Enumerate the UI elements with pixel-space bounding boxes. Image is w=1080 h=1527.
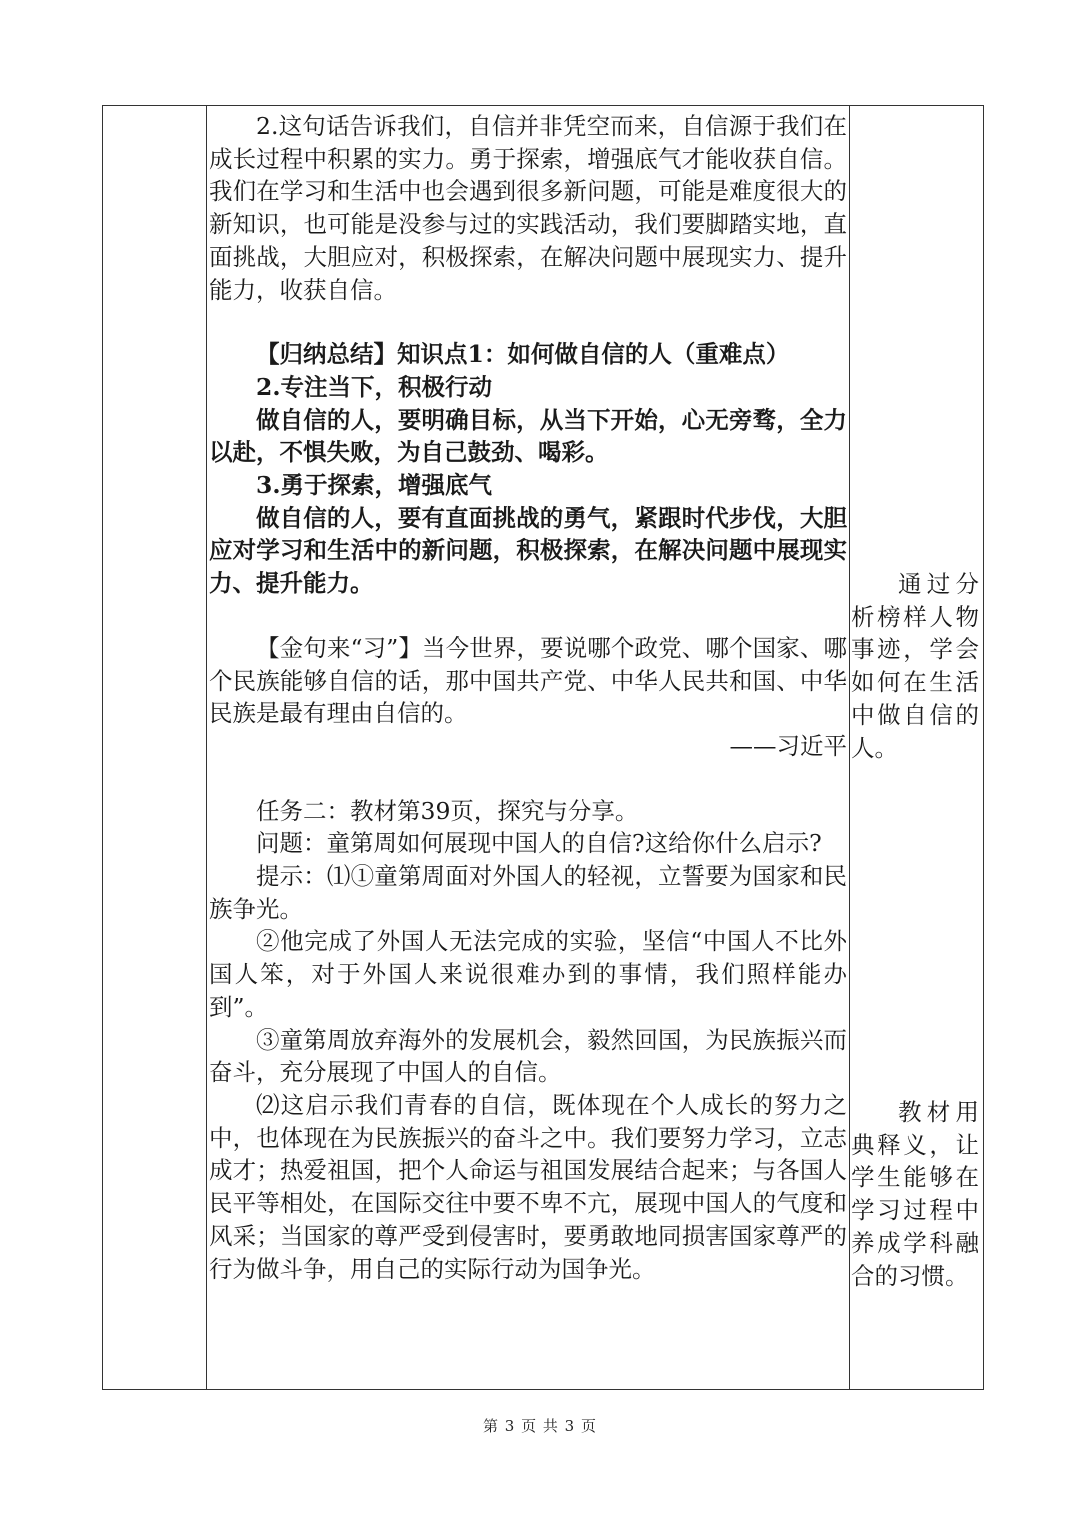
hint-4: ⑵这启示我们青春的自信，既体现在个人成长的努力之中，也体现在为民族振兴的奋斗之中。我们要努力学习，立志成才；热爱祖国，把个人命运与祖国发展结合起来；与各国人民平等相处，在国际交往中要不卑不亢，展现中国人的气度和风采；当国家的尊严受到侵害时，要勇敢地同损害国家尊严的行为做斗争，用自己的实际行动为国争光。 bbox=[209, 1090, 847, 1283]
summary-title: 【归纳总结】知识点1：如何做自信的人（重难点） bbox=[256, 340, 790, 369]
task-two-title: 任务二：教材第39页，探究与分享。 bbox=[256, 796, 639, 825]
side-note-1: 通过分析榜样人物事迹，学会如何在生活中做自信的人。 bbox=[851, 570, 979, 762]
task-question: 问题：童第周如何展现中国人的自信?这给你什么启示? bbox=[256, 829, 822, 858]
side-note-2-cell bbox=[851, 1096, 979, 1292]
main-content-cell bbox=[209, 110, 847, 1285]
column-divider-left bbox=[206, 106, 207, 1389]
hint-3: ③童第周放弃海外的发展机会，毅然回国，为民族振兴而奋斗，充分展现了中国人的自信。 bbox=[209, 1025, 847, 1087]
column-divider-right bbox=[849, 106, 850, 1389]
side-note-1-cell bbox=[851, 568, 979, 764]
point3-text: 做自信的人，要有直面挑战的勇气，紧跟时代步伐，大胆应对学习和生活中的新问题，积极探索，在解决问题中展现实力、提升能力。 bbox=[209, 503, 847, 598]
golden-quote: 【金句来“习”】当今世界，要说哪个政党、哪个国家、哪个民族能够自信的话，那中国共产党、中华人民共和国、中华民族是最有理由自信的。 bbox=[209, 633, 847, 728]
quote-author: ——习近平 bbox=[729, 731, 847, 760]
hint-2: ②他完成了外国人无法完成的实验，坚信“中国人不比外国人笨，对于外国人来说很难办到的事情，我们照样能办到”。 bbox=[209, 927, 847, 1021]
paragraph-explanation: 2.这句话告诉我们，自信并非凭空而来，自信源于我们在成长过程中积累的实力。勇于探索，增强底气才能收获自信。我们在学习和生活中也会遇到很多新问题，可能是难度很大的新知识，也可能是没参与过的实践活动，我们要脚踏实地，直面挑战，大胆应对，积极探索，在解决问题中展现实力、提升能力，收获自信。 bbox=[209, 112, 847, 304]
point2-title: 2.专注当下，积极行动 bbox=[256, 372, 493, 401]
side-note-2: 教材用典释义，让学生能够在学习过程中养成学科融合的习惯。 bbox=[851, 1098, 979, 1290]
point2-text: 做自信的人，要明确目标，从当下开始，心无旁骛，全力以赴，不惧失败，为自己鼓劲、喝彩。 bbox=[209, 405, 847, 467]
point3-title: 3.勇于探索，增强底气 bbox=[256, 471, 493, 500]
hint-1: 提示：⑴①童第周面对外国人的轻视，立誓要为国家和民族争光。 bbox=[209, 862, 847, 923]
lesson-table bbox=[102, 105, 984, 1390]
page-footer: 第 3 页 共 3 页 bbox=[483, 1417, 597, 1435]
